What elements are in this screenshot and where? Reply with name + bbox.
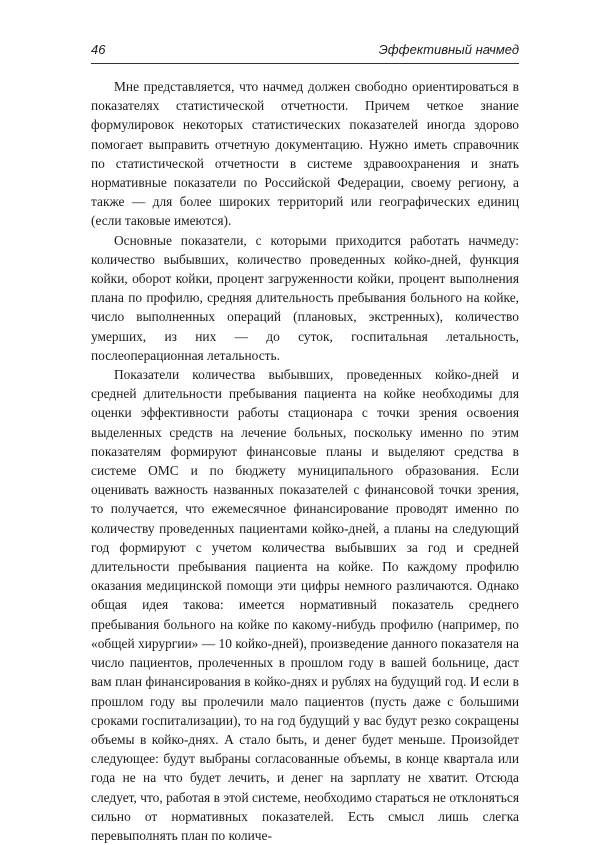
header-rule [91, 63, 519, 64]
page-header [91, 40, 519, 60]
body-text [91, 77, 519, 845]
running-title: Эффективный начмед [378, 42, 519, 57]
paragraph: Основные показатели, с которыми приходится работать начмеду: количество выбывших, количество проведенных койко-дней, функция койки, оборот койки, процент загруженности койки, процент выполнения плана по профилю, средняя длительность пребывания больного на койке, число выполненных операций (плановых, экстренных), количество умерших, из них — до суток, госпитальная летальность, послеоперационная летальность. [91, 232, 519, 363]
paragraph: Показатели количества выбывших, проведенных койко-дней и средней длительности пребывания пациента на койке необходимы для оценки эффективности работы стационара с точки зрения освоения выделенных средств на лечение больных, поскольку именно по этим показателям формируют финансовые планы и выделяют средства в системе ОМС и по бюджету муниципального образования. Если оценивать важность названных показателей с финансовой точки зрения, то получается, что ежемесячное финансирование проводят именно по количеству проведенных пациентами койко-дней, а планы на следующий год формируют с учетом количества выбывших за год и средней длительности пребывания пациента на койке. По каждому профилю оказания медицинской помощи эти цифры немного различаются. Однако общая идея такова: имеется нормативный показатель среднего пребывания больного на койке по какому-нибудь профилю (например, по «общей хирургии» — 10 койко-дней), произведение данного показателя на число пациентов, пролеченных в прошлом году в вашей больнице, даст вам план финансирования в койко-днях и рублях на будущий год. И если в прошлом году вы пролечили мало пациентов (пусть даже с большими сроками госпитализации), то на год будущий у вас будут резко сокращены объемы в койко-днях. А стало быть, и денег будет меньше. Произойдет следующее: будут выбраны согласованные объемы, в конце квартала или года не на что будет лечить, и денег на зарплату не хватит. Отсюда следует, что, работая в этой системе, необходимо стараться не отклоняться сильно от нормативных показателей. Есть смысл лишь слегка перевыполнять план по количе- [91, 367, 519, 843]
page-number: 46 [91, 42, 106, 57]
paragraph: Мне представляется, что начмед должен свободно ориентироваться в показателях статистической отчетности. Причем четкое знание формулировок некоторых статистических показателей иногда здорово помогает выправить отчетную документацию. Нужно иметь справочник по статистической отчетности в системе здравоохранения и знать нормативные показатели по Российской Федерации, своему региону, а также — для более широких территорий или географических единиц (если таковые имеются). [91, 79, 519, 229]
